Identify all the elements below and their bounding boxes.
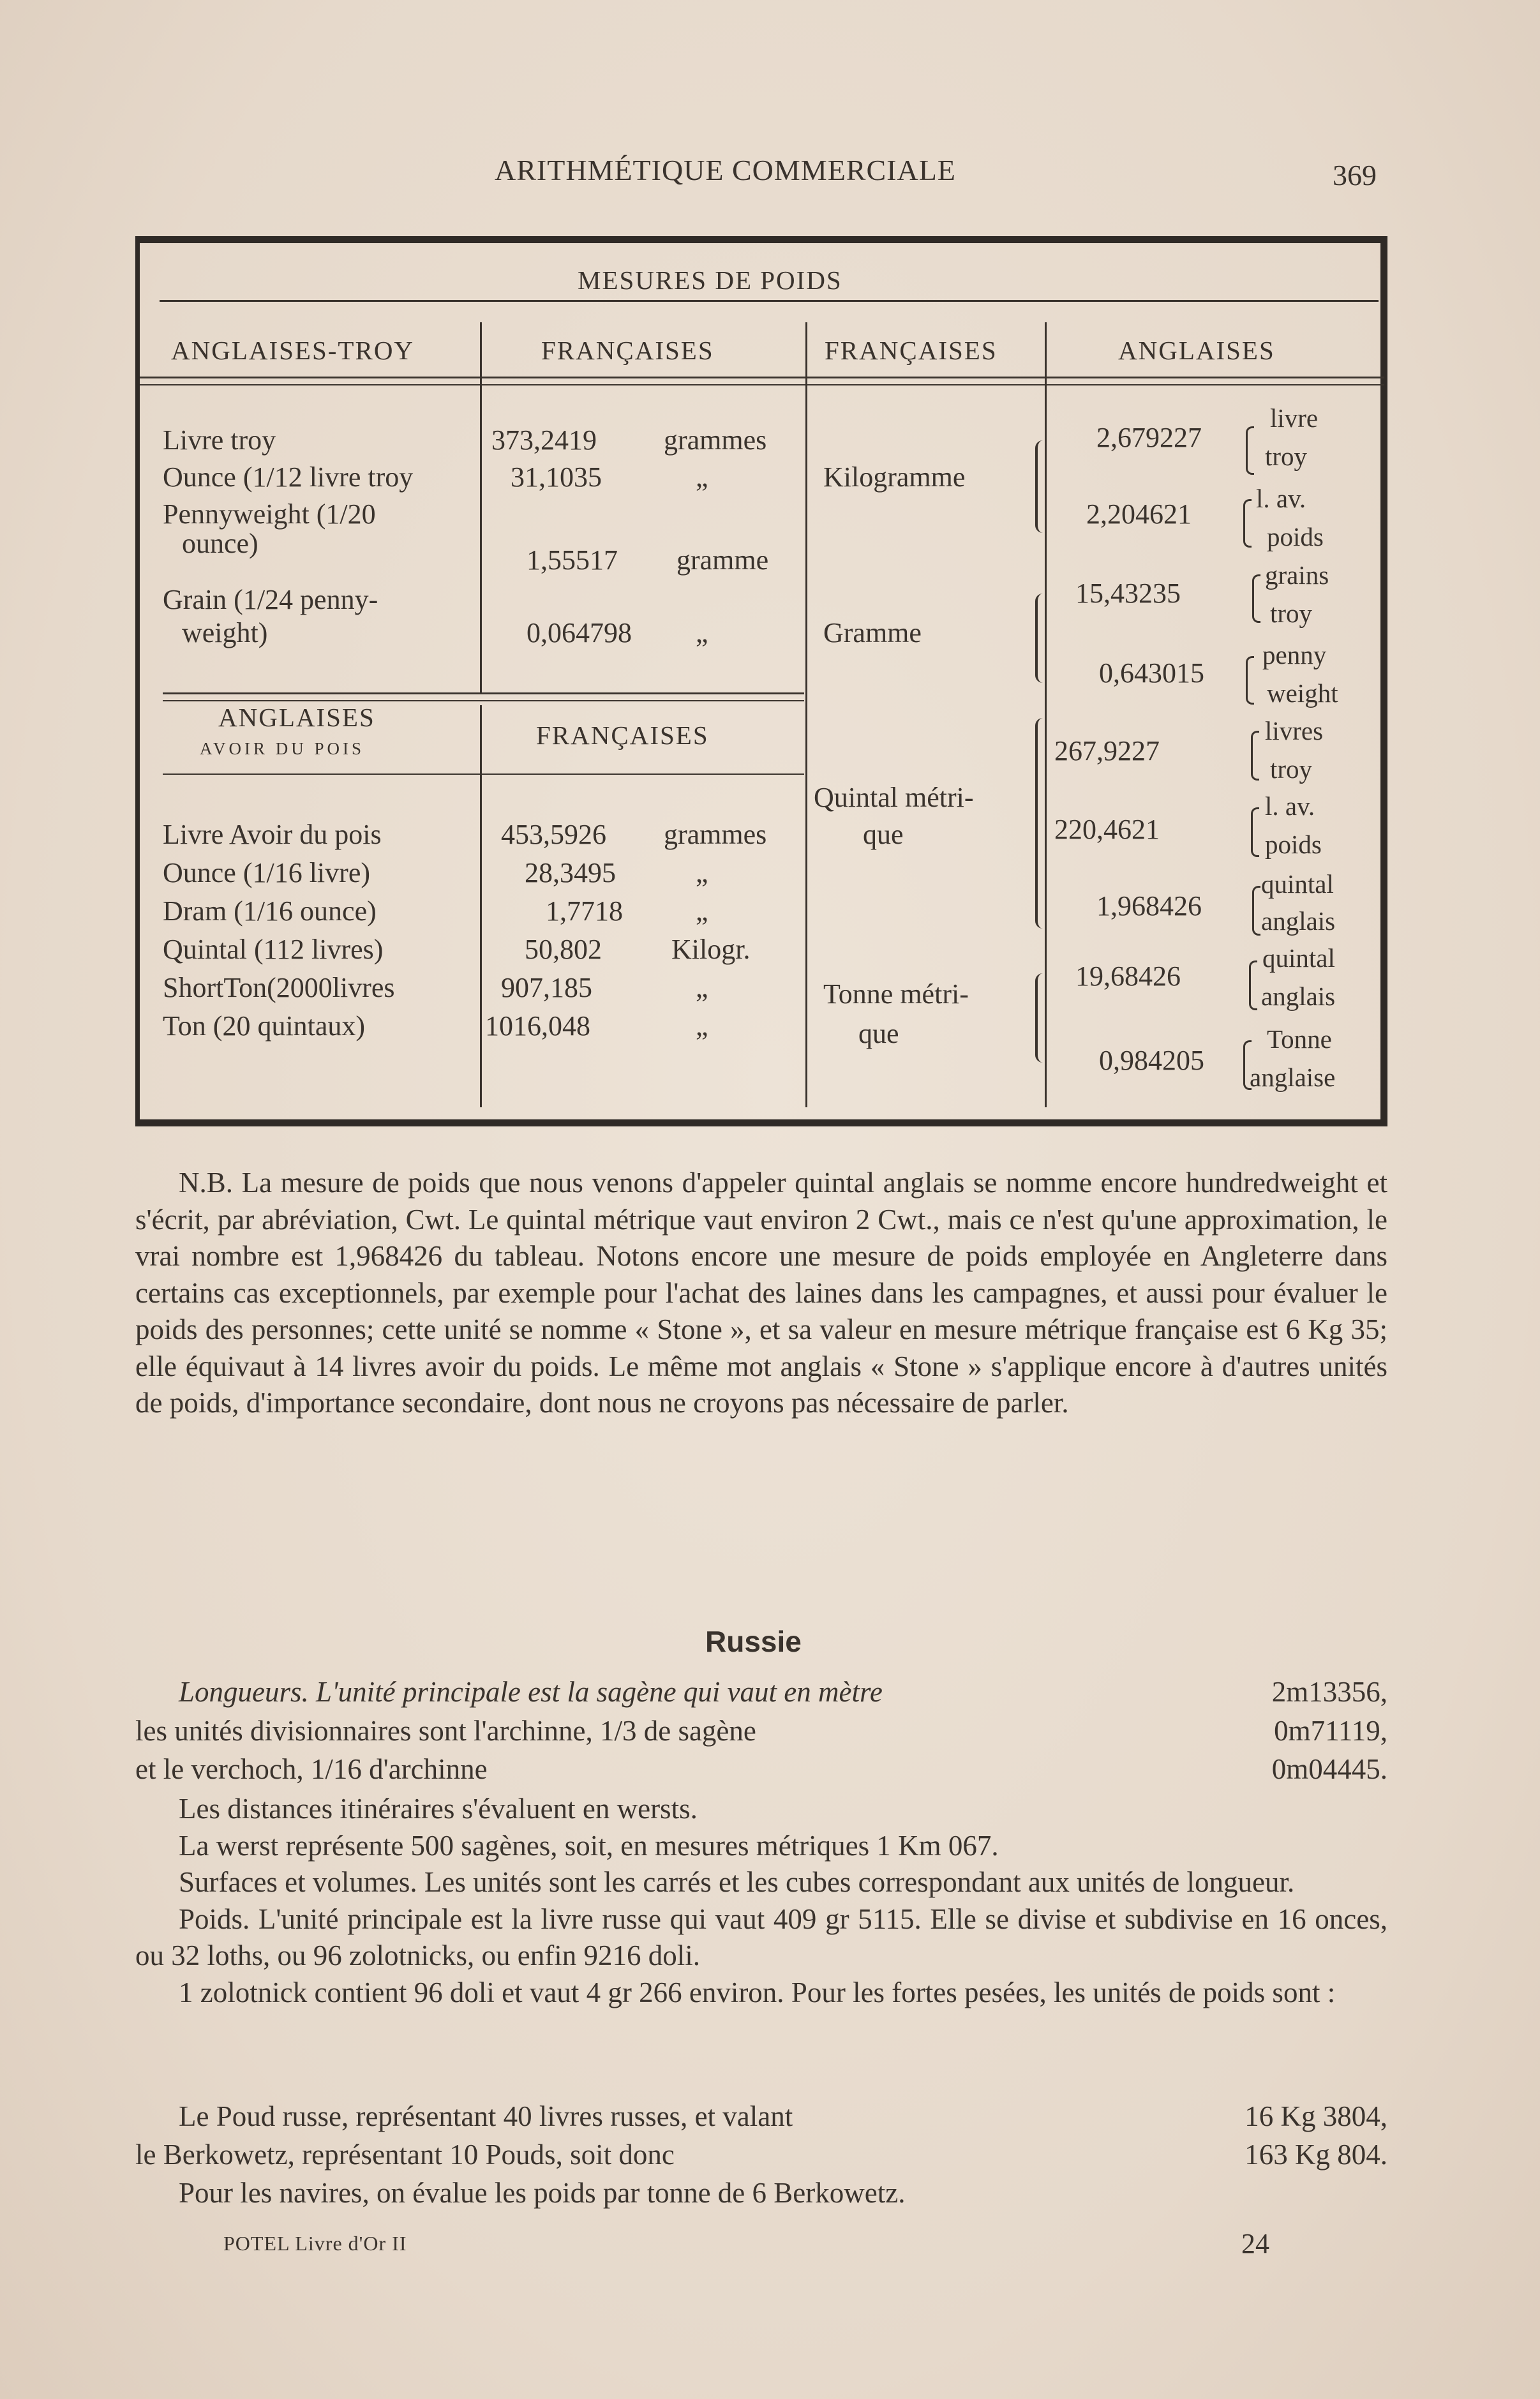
french-unit-quintal: Quintal métri- xyxy=(814,782,974,813)
french-unit-quintal-continued: que xyxy=(863,819,904,850)
english-unit: poids xyxy=(1267,522,1324,551)
english-value: 1,968426 xyxy=(1096,890,1202,922)
avoir-unit: „ xyxy=(696,972,708,1003)
english-unit: Tonne xyxy=(1267,1024,1332,1054)
brace xyxy=(1251,807,1259,857)
length-line-text: les unités divisionnaires sont l'archinne, 1/3 de sagène xyxy=(135,1715,756,1747)
col-divider-1b xyxy=(480,705,482,1107)
poud-line xyxy=(135,2138,1387,2171)
navires-text: Pour les navires, on évalue les poids par tonne de 6 Berkowetz. xyxy=(179,2177,906,2209)
length-line-value: 2m13356, xyxy=(1271,1676,1387,1708)
french-unit-kilogramme: Kilogramme xyxy=(823,461,966,493)
brace xyxy=(1246,426,1254,475)
english-value: 2,204621 xyxy=(1086,498,1192,530)
avoir-name: ShortTon(2000livres xyxy=(163,972,395,1003)
russia-body xyxy=(135,1791,1387,2011)
avoir-value: 1016,048 xyxy=(485,1010,590,1042)
troy-name: Grain (1/24 penny- xyxy=(163,584,378,615)
avoir-unit: „ xyxy=(696,895,708,927)
navires-line xyxy=(135,2176,1387,2209)
brace xyxy=(1035,973,1047,1063)
english-unit: troy xyxy=(1270,599,1313,628)
english-unit: troy xyxy=(1270,754,1313,784)
poud-line-value: 163 Kg 804. xyxy=(1245,2139,1387,2171)
english-value: 19,68426 xyxy=(1075,960,1181,992)
english-unit: livres xyxy=(1265,716,1324,745)
avoir-value: 1,7718 xyxy=(546,895,623,927)
avoir-header-line1: ANGLAISES xyxy=(218,703,375,732)
avoir-header-line2: AVOIR DU POIS xyxy=(200,739,365,758)
troy-value: 31,1035 xyxy=(511,461,602,493)
english-unit: penny xyxy=(1262,640,1327,669)
troy-value: 0,064798 xyxy=(527,617,632,648)
english-unit: weight xyxy=(1267,678,1338,708)
english-unit: troy xyxy=(1265,442,1308,471)
english-unit: poids xyxy=(1265,830,1322,859)
english-value: 0,984205 xyxy=(1099,1045,1204,1076)
avoir-unit: „ xyxy=(696,857,708,888)
nb-paragraph xyxy=(135,1165,1387,1422)
length-line-text: Longueurs. L'unité principale est la sagène qui vaut en mètre xyxy=(179,1676,883,1708)
avoir-rule-2 xyxy=(163,700,804,701)
distances-paragraph: Les distances itinéraires s'évaluent en wersts. xyxy=(179,1793,698,1825)
nb-text: N.B. La mesure de poids que nous venons d'appeler quintal anglais se nomme encore hundredweight et s'écrit, par abréviation, Cwt. Le quintal métrique vaut environ 2 Cwt., mais ce n'est qu'une approximation, le vrai nombre est 1,968426 du tableau. Notons encore une mesure de poids employée en Angleterre dans certains cas exceptionnels, par exemple pour l'achat des laines dans les campagnes, et aussi pour évaluer le poids des personnes; cette unité se nomme « Stone », et sa valeur en mesure métrique française est 6 Kg 35; elle équivaut à 14 livres avoir du poids. Le même mot anglais « Stone » s'applique encore à d'autres unités de poids, d'importance secondaire, dont nous ne croyons pas nécessaire de parler. xyxy=(135,1167,1387,1419)
col-header-anglaises-troy: ANGLAISES-TROY xyxy=(171,336,415,365)
poud-line-text: Le Poud russe, représentant 40 livres russes, et valant xyxy=(179,2100,793,2132)
english-unit: livre xyxy=(1270,403,1319,433)
col-header-anglaises: ANGLAISES xyxy=(1118,336,1275,365)
footer-number: 24 xyxy=(1241,2228,1269,2259)
footer-signature: POTEL Livre d'Or II xyxy=(223,2232,407,2255)
french-unit-tonne: Tonne métri- xyxy=(823,978,969,1010)
english-unit: anglais xyxy=(1261,982,1336,1011)
troy-value: 373,2419 xyxy=(491,424,597,456)
english-unit: l. av. xyxy=(1256,484,1306,513)
brace xyxy=(1249,960,1257,1010)
troy-name: Livre troy xyxy=(163,424,276,456)
length-line xyxy=(135,1753,1387,1786)
brace xyxy=(1246,656,1254,705)
troy-unit: „ xyxy=(696,461,708,493)
length-line-value: 0m04445. xyxy=(1271,1753,1387,1785)
poud-line-text: le Berkowetz, représentant 10 Pouds, soit donc xyxy=(135,2139,675,2171)
table-title: MESURES DE POIDS xyxy=(578,265,842,295)
english-value: 2,679227 xyxy=(1096,422,1202,453)
surfaces-paragraph: Surfaces et volumes. Les unités sont les carrés et les cubes correspondant aux unités de longueur. xyxy=(179,1866,1295,1898)
poids-paragraph: Poids. L'unité principale est la livre russe qui vaut 409 gr 5115. Elle se divise et subdivise en 16 onces, ou 32 loths, ou 96 zolotnicks, ou enfin 9216 doli. xyxy=(135,1902,1387,1971)
troy-value: 1,55517 xyxy=(527,544,618,576)
brace xyxy=(1035,440,1047,533)
english-value: 0,643015 xyxy=(1099,657,1204,689)
brace xyxy=(1243,499,1252,548)
running-title: ARITHMÉTIQUE COMMERCIALE xyxy=(495,154,956,186)
troy-unit: gramme xyxy=(677,544,769,576)
werst-paragraph: La werst représente 500 sagènes, soit, en mesures métriques 1 Km 067. xyxy=(179,1829,999,1862)
col-divider-2 xyxy=(805,322,807,1107)
troy-name: Pennyweight (1/20 xyxy=(163,498,376,530)
english-unit: anglais xyxy=(1261,906,1336,936)
english-value: 220,4621 xyxy=(1054,814,1160,845)
english-unit: quintal xyxy=(1261,869,1334,899)
col-divider-1 xyxy=(480,322,482,692)
avoir-name: Quintal (112 livres) xyxy=(163,934,384,965)
length-line-value: 0m71119, xyxy=(1274,1715,1387,1747)
avoir-rule xyxy=(163,692,804,694)
brace xyxy=(1251,731,1259,781)
col-header-francaises-1: FRANÇAISES xyxy=(541,336,714,365)
english-unit: anglaise xyxy=(1250,1063,1336,1092)
avoir-value: 28,3495 xyxy=(525,857,616,888)
french-unit-gramme: Gramme xyxy=(823,617,922,648)
troy-name: Ounce (1/12 livre troy xyxy=(163,461,414,493)
troy-name-continued: weight) xyxy=(182,617,268,648)
troy-unit: „ xyxy=(696,617,708,648)
length-line-text: et le verchoch, 1/16 d'archinne xyxy=(135,1753,488,1785)
avoir-rule-3 xyxy=(163,774,804,775)
col-header-francaises-2: FRANÇAISES xyxy=(825,336,998,365)
header-rule xyxy=(140,377,1384,378)
french-unit-tonne-continued: que xyxy=(858,1018,899,1049)
avoir-unit: „ xyxy=(696,1010,708,1042)
avoir-value: 907,185 xyxy=(501,972,592,1003)
length-line xyxy=(135,1714,1387,1747)
avoir-unit: Kilogr. xyxy=(671,934,751,965)
page-number: 369 xyxy=(1333,159,1377,191)
avoir-name: Ton (20 quintaux) xyxy=(163,1010,366,1042)
avoir-name: Livre Avoir du pois xyxy=(163,819,382,850)
english-value: 267,9227 xyxy=(1054,735,1160,766)
avoir-name: Ounce (1/16 livre) xyxy=(163,857,370,888)
poud-line xyxy=(135,2100,1387,2133)
english-unit: grains xyxy=(1265,560,1329,590)
avoir-value: 50,802 xyxy=(525,934,602,965)
avoir-value: 453,5926 xyxy=(501,819,606,850)
length-line xyxy=(135,1675,1387,1708)
header-rule-2 xyxy=(140,384,1384,385)
brace xyxy=(1252,886,1260,936)
section-title-russie: Russie xyxy=(705,1625,802,1658)
troy-unit: grammes xyxy=(664,424,767,456)
brace xyxy=(1035,718,1047,929)
brace xyxy=(1035,594,1047,683)
avoir-header-french: FRANÇAISES xyxy=(536,721,709,750)
avoir-name: Dram (1/16 ounce) xyxy=(163,895,377,927)
table-title-rule xyxy=(160,300,1379,302)
avoir-unit: grammes xyxy=(664,819,767,850)
english-value: 15,43235 xyxy=(1075,578,1181,609)
brace xyxy=(1252,574,1260,623)
english-unit: l. av. xyxy=(1265,791,1315,821)
zolotnick-paragraph: 1 zolotnick contient 96 doli et vaut 4 gr 266 environ. Pour les fortes pesées, les unités de poids sont : xyxy=(179,1976,1336,2008)
troy-name-continued: ounce) xyxy=(182,528,258,559)
english-unit: quintal xyxy=(1262,943,1335,973)
poud-line-value: 16 Kg 3804, xyxy=(1245,2100,1387,2132)
